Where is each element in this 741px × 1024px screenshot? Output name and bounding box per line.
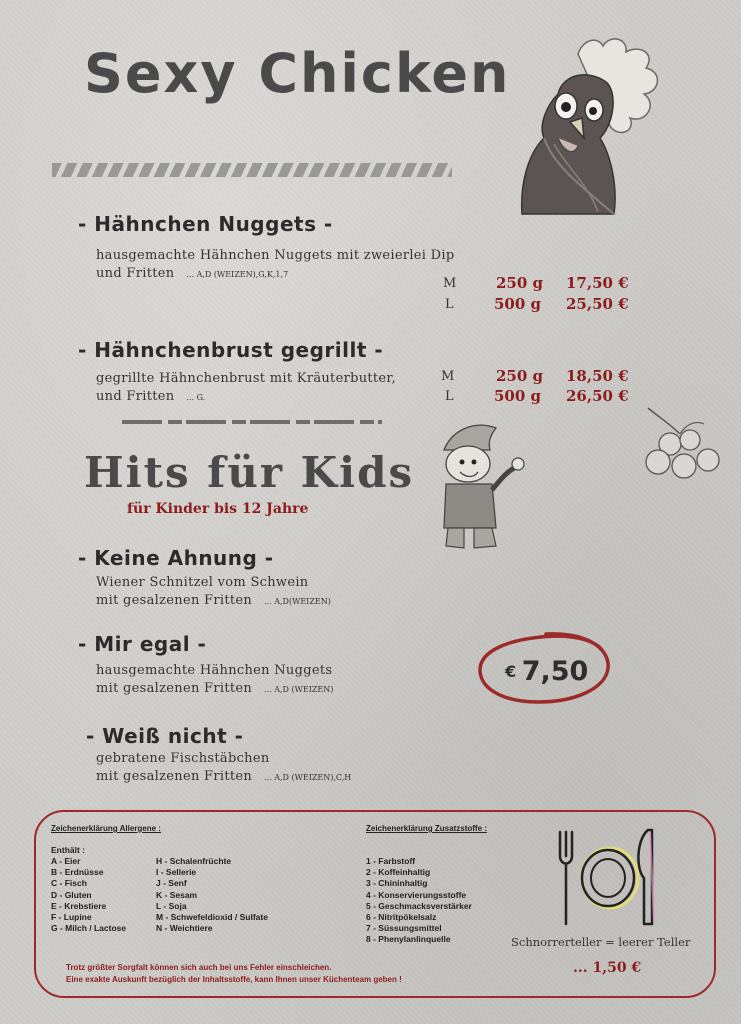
allergen-list-col1 xyxy=(51,856,126,934)
allergen-item: N - Weichtiere xyxy=(156,923,213,934)
empty-plate-label: Schnorrerteller = leerer Teller xyxy=(511,935,691,949)
allergen-item: F - Lupine xyxy=(51,911,92,922)
dish-description-line: hausgemachte Hähnchen Nuggets mit zweierlei Dip xyxy=(96,248,455,263)
dish-description-text: und Fritten xyxy=(96,389,175,404)
kids-item-description xyxy=(96,750,351,787)
kids-section-subtitle: für Kinder bis 12 Jahre xyxy=(127,501,309,517)
size-label: L xyxy=(445,389,454,404)
allergen-codes: ... A,D (WEIZEN),G,K,1,7 xyxy=(186,270,289,279)
additive-item: 3 - Chininhaltig xyxy=(366,878,428,889)
additive-item: 2 - Koffeinhaltig xyxy=(366,867,431,878)
additive-item: 4 - Konservierungsstoffe xyxy=(366,889,467,900)
decorative-divider xyxy=(122,420,382,424)
kids-price xyxy=(505,656,588,687)
dish-description-text: mit gesalzenen Fritten xyxy=(96,593,253,608)
price-value: 26,50 € xyxy=(566,387,629,405)
additive-item: 8 - Phenylanlinquelle xyxy=(366,934,451,945)
dish-title-nuggets: - Hähnchen Nuggets - xyxy=(78,212,333,236)
dish-description-line: Wiener Schnitzel vom Schwein xyxy=(96,575,309,590)
weight-value: 500 g xyxy=(494,387,542,405)
dish-description-line xyxy=(96,592,331,611)
dish-description-text: mit gesalzenen Fritten xyxy=(96,769,253,784)
additive-item: 7 - Süssungsmittel xyxy=(366,923,442,934)
weight-value: 500 g xyxy=(494,295,542,313)
dish-description-line xyxy=(96,265,454,284)
price-value: 18,50 € xyxy=(566,367,629,385)
dish-description-line: gebratene Fischstäbchen xyxy=(96,751,270,766)
dish-description-line: gegrillte Hähnchenbrust mit Kräuterbutter, xyxy=(96,371,396,386)
price-value: 17,50 € xyxy=(566,274,629,292)
dish-title-chicken-breast: - Hähnchenbrust gegrillt - xyxy=(78,338,384,362)
disclaimer-line: Trotz größter Sorgfalt können sich auch bei uns Fehler einschleichen. xyxy=(66,963,332,972)
allergen-legend-heading: Zeichenerklärung Allergene : xyxy=(51,824,161,833)
allergen-item: D - Gluten xyxy=(51,889,92,900)
weight-value: 250 g xyxy=(496,274,544,292)
size-label: M xyxy=(443,276,457,291)
size-label: M xyxy=(441,369,455,384)
size-label: L xyxy=(445,297,454,312)
dish-description-chicken-breast xyxy=(96,370,396,407)
allergen-item: G - Milch / Lactose xyxy=(51,923,127,934)
additive-item: 5 - Geschmacksverstärker xyxy=(366,900,472,911)
allergen-codes: ... A,D (WEIZEN) xyxy=(264,685,334,694)
allergen-item: B - Erdnüsse xyxy=(51,867,104,878)
dish-description-nuggets xyxy=(96,247,454,284)
kids-item-title: - Weiß nicht - xyxy=(86,724,244,748)
kids-item-title: - Keine Ahnung - xyxy=(78,546,274,570)
disclaimer-line: Eine exakte Auskunft bezüglich der Inhaltsstoffe, kann Ihnen unser Küchenteam geben ! xyxy=(66,975,402,984)
kids-item-title: - Mir egal - xyxy=(78,632,207,656)
dish-description-line xyxy=(96,768,351,787)
dish-description-line xyxy=(96,680,333,699)
contains-label: Enthält : xyxy=(51,845,85,855)
gnome-illustration xyxy=(434,420,526,554)
allergen-item: J - Senf xyxy=(156,878,187,889)
rooster-illustration xyxy=(518,34,668,216)
allergen-item: M - Schwefeldioxid / Sulfate xyxy=(156,911,268,922)
allergen-codes: ... A,D(WEIZEN) xyxy=(264,597,331,606)
weight-value: 250 g xyxy=(496,367,544,385)
dish-description-line xyxy=(96,388,396,407)
allergen-codes: ... G. xyxy=(186,393,206,402)
allergen-list-col2 xyxy=(156,856,268,934)
decorative-divider xyxy=(52,163,452,177)
empty-plate-price: ... 1,50 € xyxy=(573,960,642,976)
kids-section-title: Hits für Kids xyxy=(84,448,415,497)
plate-cutlery-icon xyxy=(552,826,664,930)
dish-description-text: mit gesalzenen Fritten xyxy=(96,681,253,696)
dish-description-line: hausgemachte Hähnchen Nuggets xyxy=(96,663,333,678)
additive-item: 6 - Nitritpökelsalz xyxy=(366,911,437,922)
price-value: 25,50 € xyxy=(566,295,629,313)
kids-price-amount: 7,50 xyxy=(521,656,589,687)
allergen-item: K - Sesam xyxy=(156,889,198,900)
allergen-item: H - Schalenfrüchte xyxy=(156,856,232,866)
allergen-item: L - Soja xyxy=(156,900,187,911)
disclaimer xyxy=(66,962,402,986)
additive-item: 1 - Farbstoff xyxy=(366,856,416,866)
menu-title: Sexy Chicken xyxy=(84,42,511,105)
dish-description-text: und Fritten xyxy=(96,266,175,281)
tomato-illustration xyxy=(640,404,724,490)
allergen-codes: ... A,D (WEIZEN),C,H xyxy=(264,773,352,782)
allergen-item: E - Krebstiere xyxy=(51,900,107,911)
kids-item-description xyxy=(96,574,331,611)
allergen-item: C - Fisch xyxy=(51,878,87,889)
additives-list xyxy=(366,856,472,946)
allergen-item: I - Sellerie xyxy=(156,867,197,878)
allergen-item: A - Eier xyxy=(51,856,81,866)
currency-symbol: € xyxy=(505,662,517,681)
additives-legend-heading: Zeichenerklärung Zusatzstoffe : xyxy=(366,824,487,833)
kids-item-description xyxy=(96,662,333,699)
